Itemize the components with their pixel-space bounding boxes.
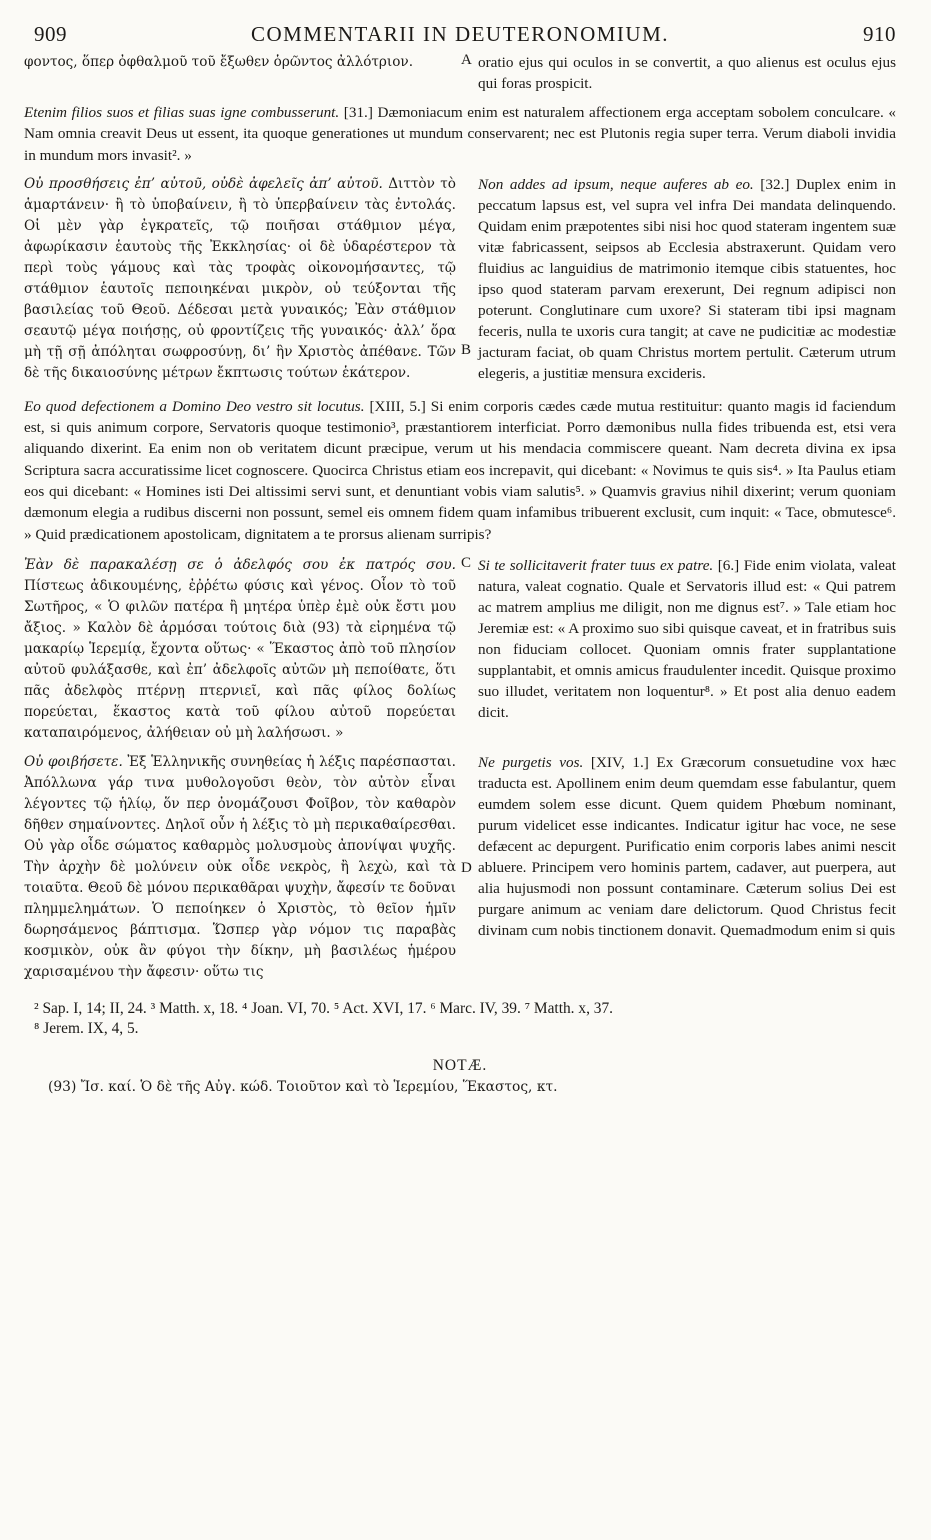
greek-column bbox=[24, 752, 468, 983]
greek-lemma: Οὐ φοιβήσετε. bbox=[24, 753, 123, 770]
section-c bbox=[24, 555, 896, 744]
latin-lemma: Ne purgetis vos. bbox=[478, 753, 584, 771]
notes-heading: NOTÆ. bbox=[432, 1056, 488, 1074]
section-marker: A bbox=[461, 52, 472, 68]
section-marker: C bbox=[461, 554, 472, 571]
section-a bbox=[24, 52, 896, 94]
page-number-right: 910 bbox=[863, 22, 896, 46]
latin-text: [XIII, 5.] Si enim corporis cædes cæde mutua restituitur: quanto magis id faciendum est, si quis animum corpore, Servatoris quoque testimonio³, præstantiorem interficiat. Porro dæmonibus nulla fides tribuenda est, etsi vera aliquando dixerint. Ea enim non ob veritatem dicunt præcipue, verum ut his mendacia commiscere queant. Nam decreta divina ex ipsa Scriptura sacra accuratissime licet cognoscere. Quocirca Christus etiam eos increpavit, qui dicebant: « Novimus te quis sis⁴. » Ita Paulus etiam eos qui dicebant: « Homines isti Dei altissimi servi sunt, et denuntiant vobis viam salutis⁵. » Quamvis gravius nihil dixerint; verum quoniam dæmonum elegia a rudibus discerni non possunt, semel eis omnem fidem quam infamibus tribuerent exclusit, cum inquit: « Tace, obmutesce⁶. » Quid prædicationem apostolicam, dignitatem a te prorsus alienam surripis? bbox=[24, 397, 896, 543]
page-number-left: 909 bbox=[34, 22, 67, 46]
latin-text: [XIV, 1.] Ex Græcorum consuetudine vox hæc traducta est. Apollinem enim deum quemdam esse fabulantur, quem eumdem solem esse dicunt. Quem quidem Phœbum nominant, purum videlicet esse indicantes. Indicatur igitur hac voce, ne sese defæcent ac depurgent. Purificatio enim corporis labes animi nescit abluere. Principem vero hominis partem, cadaver, aut puerpera, aut alia hujusmodi non possunt contaminare. Cæterum solius Dei est purgare animum ac veniam dare delictorum. Quod Christus fecit divinam cum nobis tinctionem donavit. Quemadmodum enim si quis bbox=[478, 753, 896, 939]
greek-lemma: Οὐ προσθήσεις ἐπ’ αὐτοῦ, οὐδὲ ἀφελεῖς ἀπ’ αὐτοῦ. bbox=[24, 175, 383, 192]
latin-text: [32.] Duplex enim in peccatum lapsus est, vel supra vel infra Dei mandata delinquendo. Quidam enim præpotentes sibi nisi hoc quod stateram ingentem suæ vitæ fabricassent, seipsos ab Ecclesia abstraxerunt. Quidam vero fluidius ac languidius de matrimonio itemque cibis statuentes, hoc ipso quod stateram parvam erexerunt, Dei regnum adipisci non poterunt. Conglutinare cum uxore? Si stateram tibi ipsi magnam feceris, nulla te uxoris cura tangit; at cave ne pudicitiæ ac modestiæ jacturam faciat, ob quam Christus mortem pertulit. Cæterum utrum elegeris, a justitiæ mensura excideris. bbox=[478, 175, 896, 382]
footnote-line: ² Sap. I, 14; II, 24. ³ Matth. x, 18. ⁴ Joan. VI, 70. ⁵ Act. XVI, 17. ⁶ Marc. IV, 39. ⁷ Matth. x, 37. bbox=[34, 999, 614, 1017]
paragraph-xiii-5 bbox=[24, 396, 896, 545]
section-b bbox=[24, 174, 896, 384]
latin-text: [6.] Fide enim violata, valeat natura, valeat cognatio. Quale et Servatoris illud est: « Qui patrem ac matrem amplius me diligit, non me dignus est⁷. » Tale etiam hoc Jeremiæ est: « A proximo suo sibi quisque caveat, et in fratribus suis non fiduciam collocet. Quoniam omnis frater supplantatione supplantabit, et omnis amicus fraudulenter incedit. Quisque proximo suo illudet, veritatem non loquentur⁸. » Et post alia denuo eadem dicit. bbox=[478, 556, 896, 721]
latin-column bbox=[468, 174, 896, 384]
latin-column bbox=[468, 555, 896, 744]
greek-column bbox=[24, 52, 468, 94]
latin-lemma: Non addes ad ipsum, neque auferes ab eo. bbox=[478, 175, 754, 193]
footnotes bbox=[24, 999, 896, 1039]
note-text: (93) Ἴσ. καί. Ὁ δὲ τῆς Αὐγ. κώδ. Τοιοῦτον καὶ τὸ Ἱερεμίου, Ἕκαστος, κτ. bbox=[48, 1078, 558, 1095]
running-head bbox=[24, 22, 896, 48]
latin-lemma: Eo quod defectionem a Domino Deo vestro sit locutus. bbox=[24, 397, 365, 415]
section-marker: B bbox=[461, 341, 472, 358]
section-marker: D bbox=[461, 859, 472, 876]
greek-column bbox=[24, 555, 468, 744]
greek-lemma: Ἐὰν δὲ παρακαλέσῃ σε ὁ ἀδελφός σου ἐκ πατρός σου. bbox=[24, 556, 456, 573]
greek-column bbox=[24, 174, 468, 384]
latin-column bbox=[468, 52, 896, 94]
latin-text: [31.] Dæmoniacum enim est naturalem affectionem erga acceptam sobolem conculcare. « Nam omnia creavit Deus ut essent, ita quoque generationes ut mundum conservarent; nec est Plutonis regia super terra. Verum diaboli invidia in mundum mors invasit². » bbox=[24, 104, 896, 164]
page-title: COMMENTARII IN DEUTERONOMIUM. bbox=[250, 22, 670, 46]
latin-lemma: Etenim filios suos et filias suas igne combusserunt. bbox=[24, 104, 340, 121]
page bbox=[24, 22, 896, 1095]
section-d bbox=[24, 752, 896, 983]
greek-text: φοντος, ὅπερ ὀφθαλμοῦ τοῦ ἔξωθεν ὁρῶντος ἀλλότριον. bbox=[24, 54, 414, 70]
latin-lemma: Si te sollicitaverit frater tuus ex patre. bbox=[478, 556, 714, 574]
latin-text: oratio ejus qui oculos in se convertit, a quo alienus est oculus ejus qui foras prospicit. bbox=[478, 54, 896, 92]
greek-text: Πίστεως ἀδικουμένης, ἐῤῥέτω φύσις καὶ γένος. Οἷον τὸ τοῦ Σωτῆρος, « Ὁ φιλῶν πατέρα ἢ μητέρα ὑπὲρ ἐμὲ οὐκ ἔστι μου ἄξιος. » Καλὸν δὲ ἁρμόσαι τούτοις διὰ (93) τὰ εἰρημένα τῷ μακαρίῳ Ἱερεμίᾳ, ἔχοντα οὕτως· « Ἕκαστος ἀπὸ τοῦ πλησίον αὐτοῦ φυλάξασθε, καὶ ἐπ’ ἀδελφοῖς αὐτῶν μὴ πεποίθατε, ὅτι πᾶς ἀδελφὸς πτέρνῃ πτερνιεῖ, καὶ πᾶς φίλος δολίως πορεύεται, ἕκαστος κατὰ τοῦ φίλου αὐτοῦ πορεύεται καταπαιρόμενος, ἀλήθειαν οὐ μὴ λαλήσωσι. » bbox=[24, 577, 456, 741]
paragraph-31 bbox=[24, 102, 896, 166]
greek-text: Ἐξ Ἑλληνικῆς συνηθείας ἡ λέξις παρέσπασται. Ἀπόλλωνα γάρ τινα μυθολογοῦσι θεὸν, τὸν αὐτὸν εἶναι λέγοντες τῷ ἡλίῳ, ὅν περ ὀνομάζουσι Φοῖβον, τὸν καθαρὸν δῆθεν σημαίνοντες. Δηλοῖ οὖν ἡ λέξις τὸ μὴ περικαθαίρεσθαι. Οὐ γὰρ οἶδε σώματος καθαρμὸς μολυσμοὺς ἀπονίψαι ψυχῆς. Τὴν ἀρχὴν δὲ μολύνειν οὐκ οἶδε νεκρὸς, ἢ λεχὼ, καὶ τὰ τοιαῦτα. Θεοῦ δὲ μόνου περικαθᾶραι ψυχὴν, ἄφεσίν τε δοῦναι πλημμελημάτων. Ὁ πεποίηκεν ὁ Χριστὸς, τὸ θεῖον ἡμῖν δωρησάμενος βάπτισμα. Ὥσπερ γὰρ νόμον τις παραβὰς κοσμικὸν, οὐκ ἂν φύγοι τὴν δίκην, μὴ βασιλέως ἡμέρου χαρισαμένου τὴν ἄφεσιν· οὕτω τις bbox=[24, 753, 456, 980]
latin-column bbox=[468, 752, 896, 983]
footnote-line: ⁸ Jerem. IX, 4, 5. bbox=[34, 1019, 139, 1037]
greek-text: Διττὸν τὸ ἁμαρτάνειν· ἢ τὸ ὑποβαίνειν, ἢ τὸ ὑπερβαίνειν τὰς ἐντολάς. Οἱ μὲν γὰρ ἐγκρατεῖς, τῷ ποιῆσαι στάθμιον μέγα, ἀφωρίκασιν ἑαυτοὺς τῆς Ἐκκλησίας· οἱ δὲ ὑδαρέστερον τὰ περὶ τοὺς γάμους καὶ τὰς τροφὰς οἰκονομήσαντες, τῷ στάθμιον ἑαυτοῖς πεποιηκέναι μικρὸν, οὐ τεύξονται τῆς βασιλείας τοῦ Θεοῦ. Δέδεσαι μετὰ γυναικός; Ἐὰν στάθμιον σεαυτῷ μέγα ποιήσῃς, οὐ φροντίζεις τῆς γυναικός· ἀλλ’ ὅρα μὴ τῇ σῇ ἀπόληται σωφροσύνῃ, δι’ ἣν Χριστὸς ἀπέθανε. Τῶν δὲ τῆς δικαιοσύνης μέτρων ἔκπτωσις τούτων ἑκάτερον. bbox=[24, 175, 456, 381]
